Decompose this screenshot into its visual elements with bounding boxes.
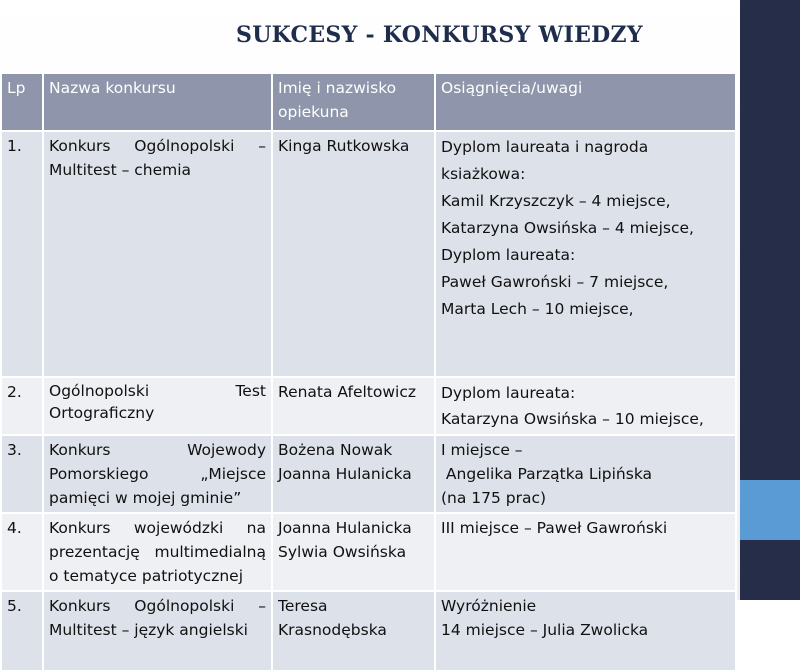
header-lp: Lp: [1, 73, 43, 131]
header-contest-name: Nazwa konkursu: [43, 73, 272, 131]
slide-title: SUKCESY - KONKURSY WIEDZY: [236, 22, 643, 48]
row-contest-name: Konkurs Ogólnopolski – Multitest – język angielski: [43, 591, 272, 671]
row-tutor: Renata Afeltowicz: [272, 377, 435, 435]
table-row: [1, 131, 736, 377]
header-tutor: Imię i nazwisko opiekuna: [272, 73, 435, 131]
row-tutor: Kinga Rutkowska: [272, 131, 435, 377]
row-tutor: Bożena Nowak Joanna Hulanicka: [272, 435, 435, 513]
row-contest-name: Konkurs Wojewody Pomorskiego „Miejsce pamięci w mojej gminie”: [43, 435, 272, 513]
table-row: [1, 591, 736, 671]
row-achievements: Dyplom laureata i nagroda ksiażkowa: Kamil Krzyszczyk – 4 miejsce, Katarzyna Owsińska – 4 miejsce, Dyplom laureata: Paweł Gawroński – 7 miejsce, Marta Lech – 10 miejsce,: [435, 131, 736, 377]
row-lp: 1.: [1, 131, 43, 377]
row-lp: 4.: [1, 513, 43, 591]
row-contest-name: Konkurs wojewódzki na prezentację multimedialną o tematyce patriotycznej: [43, 513, 272, 591]
row-lp: 2.: [1, 377, 43, 435]
table-row: [1, 435, 736, 513]
row-lp: 3.: [1, 435, 43, 513]
row-achievements: Wyróżnienie 14 miejsce – Julia Zwolicka: [435, 591, 736, 671]
row-achievements: Dyplom laureata: Katarzyna Owsińska – 10 miejsce,: [435, 377, 736, 435]
row-tutor: Teresa Krasnodębska: [272, 591, 435, 671]
row-contest-name: Ogólnopolski Test Ortograficzny: [43, 377, 272, 435]
row-tutor: Joanna Hulanicka Sylwia Owsińska: [272, 513, 435, 591]
side-accent-square: [740, 480, 800, 540]
header-achievements: Osiągnięcia/uwagi: [435, 73, 736, 131]
table-row: [1, 377, 736, 435]
contests-table: [0, 72, 737, 672]
table-row: [1, 513, 736, 591]
row-achievements: III miejsce – Paweł Gawroński: [435, 513, 736, 591]
table-header-row: [1, 73, 736, 131]
row-achievements: I miejsce – Angelika Parzątka Lipińska (na 175 prac): [435, 435, 736, 513]
row-contest-name: Konkurs Ogólnopolski – Multitest – chemia: [43, 131, 272, 377]
row-lp: 5.: [1, 591, 43, 671]
